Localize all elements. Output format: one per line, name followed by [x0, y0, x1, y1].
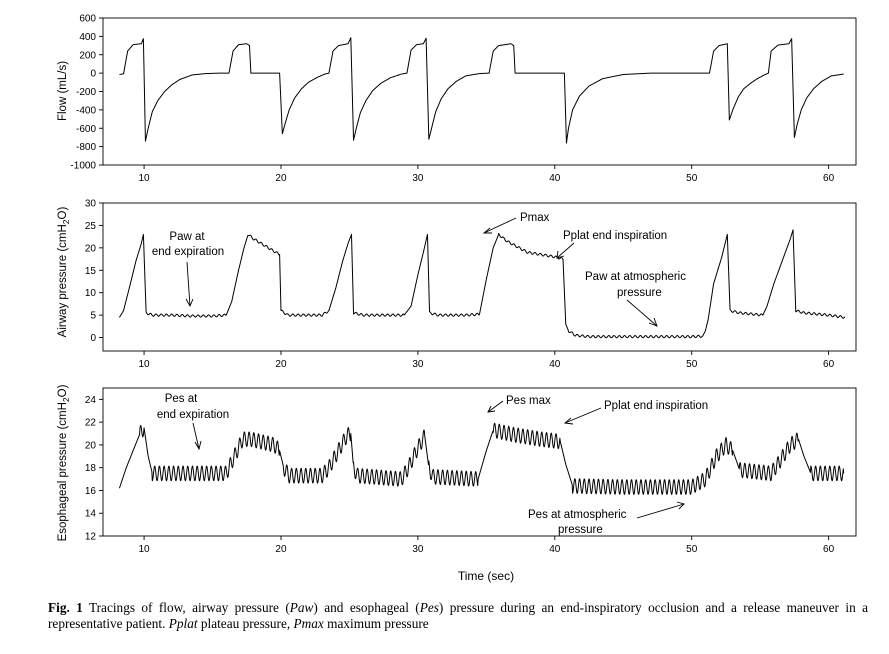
y-tick-label: 20	[84, 243, 96, 255]
x-tick-label: 40	[549, 359, 561, 370]
airway-frame	[103, 203, 856, 351]
x-tick-label: 30	[412, 173, 424, 184]
annotation-paw-end-expiration: end expiration	[151, 246, 225, 258]
esophageal-trace	[119, 423, 843, 494]
esophageal-y-label	[57, 384, 71, 541]
caption-pes: Pes	[419, 600, 439, 615]
annotation-paw-atmospheric: Paw at atmospheric	[585, 271, 686, 283]
y-tick-label: 0	[90, 68, 96, 80]
x-tick-label: 50	[686, 359, 698, 370]
annotation-pes-pplat-end-inspiration: Pplat end inspiration	[604, 400, 709, 412]
arrow-pplat-paw	[557, 243, 574, 258]
airway-y-label-main: Airway pressure (cmH	[57, 224, 69, 338]
x-tick-label: 10	[138, 544, 150, 555]
arrow-pplat-pes	[565, 408, 601, 424]
annotation-paw-atmospheric-pressure: pressure	[617, 287, 662, 299]
y-tick-label: -800	[75, 142, 96, 154]
caption-label: Fig. 1	[48, 600, 83, 615]
flow-panel	[57, 14, 856, 185]
annotation-pplat-end-inspiration: Pplat end inspiration	[563, 230, 668, 242]
annotation-pes-atmospheric-pressure: pressure	[558, 524, 603, 536]
esophageal-x-ticks	[139, 536, 835, 555]
y-tick-label: 0	[90, 333, 96, 345]
annotation-pes-atmospheric: Pes at atmospheric	[528, 509, 627, 521]
airway-y-ticks	[85, 199, 103, 345]
caption-text-5: maximum pressure	[323, 616, 429, 631]
flow-x-ticks	[139, 165, 835, 184]
airway-x-ticks	[139, 351, 835, 370]
caption-paw: Paw	[289, 600, 314, 615]
y-tick-label: 18	[84, 463, 96, 475]
y-tick-label: 24	[84, 394, 96, 406]
caption-pplat: Pplat	[168, 616, 198, 631]
arrow-paw-atmospheric	[627, 300, 657, 326]
figure-caption	[48, 600, 868, 632]
flow-trace	[119, 38, 843, 143]
flow-frame	[103, 18, 856, 165]
caption-pmax: Pmax	[293, 616, 324, 631]
y-tick-label: -400	[75, 105, 96, 117]
x-tick-label: 60	[823, 359, 835, 370]
y-tick-label: -200	[75, 87, 96, 98]
flow-y-label: Flow (mL/s)	[57, 60, 69, 122]
y-tick-label: 20	[84, 440, 96, 452]
esophageal-y-ticks	[85, 395, 103, 543]
arrow-pes-atmospheric	[637, 502, 684, 518]
x-tick-label: 50	[686, 544, 698, 555]
time-x-label: Time (sec)	[457, 569, 515, 583]
airway-trace	[119, 230, 845, 338]
annotation-pmax: Pmax	[520, 212, 550, 224]
x-tick-label: 20	[275, 544, 287, 555]
y-tick-label: 14	[84, 508, 96, 520]
x-tick-label: 10	[138, 359, 150, 370]
caption-text-2: ) and esophageal (	[313, 600, 420, 615]
airway-y-label-tail: O)	[57, 206, 69, 220]
x-tick-label: 50	[686, 173, 698, 184]
x-tick-label: 30	[412, 359, 424, 370]
arrow-pes-max	[488, 401, 503, 412]
x-tick-label: 40	[549, 173, 561, 184]
y-tick-label: 16	[84, 485, 96, 497]
caption-text-4: plateau pressure,	[197, 616, 294, 631]
x-tick-label: 30	[412, 544, 424, 555]
x-tick-label: 40	[549, 544, 561, 555]
annotation-pes-at: Pes at	[164, 393, 198, 405]
y-tick-label: 5	[90, 310, 96, 322]
y-tick-label: 22	[84, 417, 96, 429]
esophageal-y-label-sub: 2	[61, 397, 71, 403]
esophageal-pressure-panel	[57, 384, 856, 583]
esophageal-y-label-main: Esophageal pressure (cmH	[57, 402, 69, 542]
airway-pressure-panel	[57, 199, 856, 371]
esophageal-y-label-tail: O)	[57, 384, 69, 398]
caption-text-1: Tracings of flow, airway pressure (	[82, 600, 290, 615]
caption-text-3: ) pressure during an end-inspiratory occlusion and a release maneuver in a representative patient.	[48, 600, 869, 631]
y-tick-label: 15	[84, 265, 96, 277]
x-tick-label: 60	[823, 173, 835, 184]
y-tick-label: 30	[84, 198, 96, 210]
x-tick-label: 10	[138, 173, 150, 184]
flow-y-ticks	[70, 14, 103, 172]
y-tick-label: 10	[84, 288, 96, 300]
arrow-pmax	[484, 218, 516, 233]
y-tick-label: -1000	[70, 160, 96, 172]
x-tick-label: 60	[823, 544, 835, 555]
annotation-pes-max: Pes max	[506, 395, 551, 407]
y-tick-label: 400	[79, 31, 96, 43]
annotation-paw-at: Paw at	[169, 231, 205, 243]
y-tick-label: 200	[79, 50, 96, 62]
arrow-pes-end-expiration	[193, 423, 201, 449]
arrow-paw-end-expiration	[186, 262, 193, 306]
y-tick-label: 600	[79, 13, 96, 25]
annotation-pes-end-expiration: end expiration	[156, 409, 230, 421]
x-tick-label: 20	[275, 173, 287, 184]
airway-y-label-sub: 2	[61, 219, 71, 225]
y-tick-label: -600	[75, 123, 96, 135]
y-tick-label: 25	[84, 220, 96, 232]
airway-y-label	[57, 207, 71, 338]
x-tick-label: 20	[275, 359, 287, 370]
y-tick-label: 12	[84, 531, 96, 543]
